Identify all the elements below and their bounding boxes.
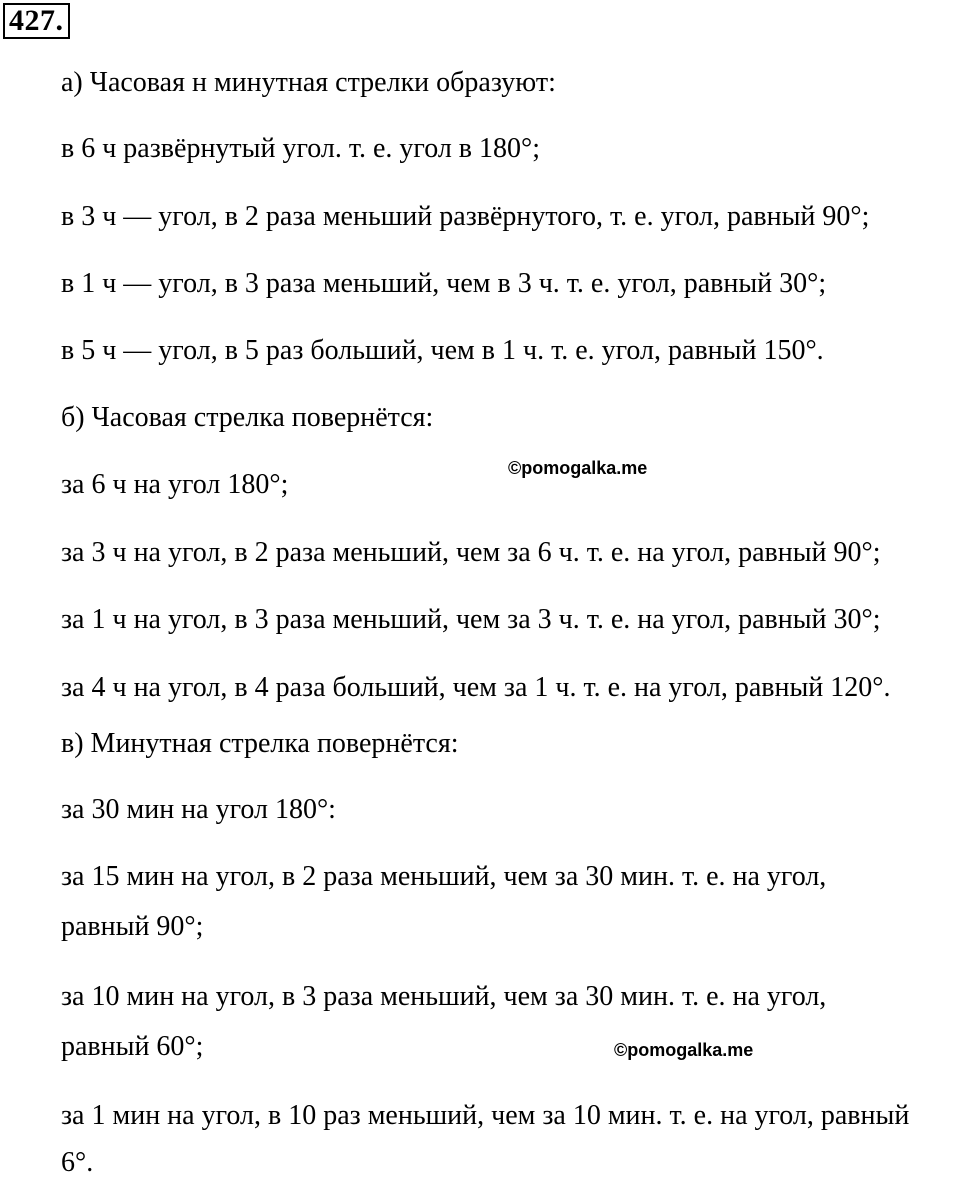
text-line-c3: за 10 мин на угол, в 3 раза меньший, чем за 30 мин. т. е. на угол, (61, 981, 827, 1012)
text-line-a1: в 6 ч развёрнутый угол. т. е. угол в 180°; (61, 133, 540, 164)
text-line-c1: за 30 мин на угол 180°: (61, 794, 336, 825)
text-line-b1: за 6 ч на угол 180°; (61, 469, 289, 500)
text-line-b2: за 3 ч на угол, в 2 раза меньший, чем за 6 ч. т. е. на угол, равный 90°; (61, 537, 881, 568)
problem-number: 427. (3, 3, 70, 39)
text-line-a4: в 5 ч — угол, в 5 раз больший, чем в 1 ч. т. е. угол, равный 150°. (61, 335, 824, 366)
text-line-a3: в 1 ч — угол, в 3 раза меньший, чем в 3 ч. т. е. угол, равный 30°; (61, 268, 827, 299)
text-line-b-heading: б) Часовая стрелка повернётся: (61, 402, 434, 433)
text-line-c4-cont: 6°. (61, 1147, 94, 1178)
watermark-bottom: ©pomogalka.me (614, 1040, 754, 1060)
text-line-c2: за 15 мин на угол, в 2 раза меньший, чем за 30 мин. т. е. на угол, (61, 861, 827, 892)
text-line-c2-cont: равный 90°; (61, 911, 204, 942)
text-line-a-heading: а) Часовая н минутная стрелки образуют: (61, 67, 556, 98)
text-line-c4: за 1 мин на угол, в 10 раз меньший, чем за 10 мин. т. е. на угол, равный (61, 1100, 910, 1131)
text-line-c3-cont: равный 60°; (61, 1031, 204, 1062)
text-line-a2: в 3 ч — угол, в 2 раза меньший развёрнутого, т. е. угол, равный 90°; (61, 201, 870, 232)
text-line-b4: за 4 ч на угол, в 4 раза больший, чем за 1 ч. т. е. на угол, равный 120°. (61, 672, 891, 703)
text-line-b3: за 1 ч на угол, в 3 раза меньший, чем за 3 ч. т. е. на угол, равный 30°; (61, 604, 881, 635)
watermark-top: ©pomogalka.me (508, 458, 648, 478)
text-line-c-heading: в) Минутная стрелка повернётся: (61, 728, 459, 759)
